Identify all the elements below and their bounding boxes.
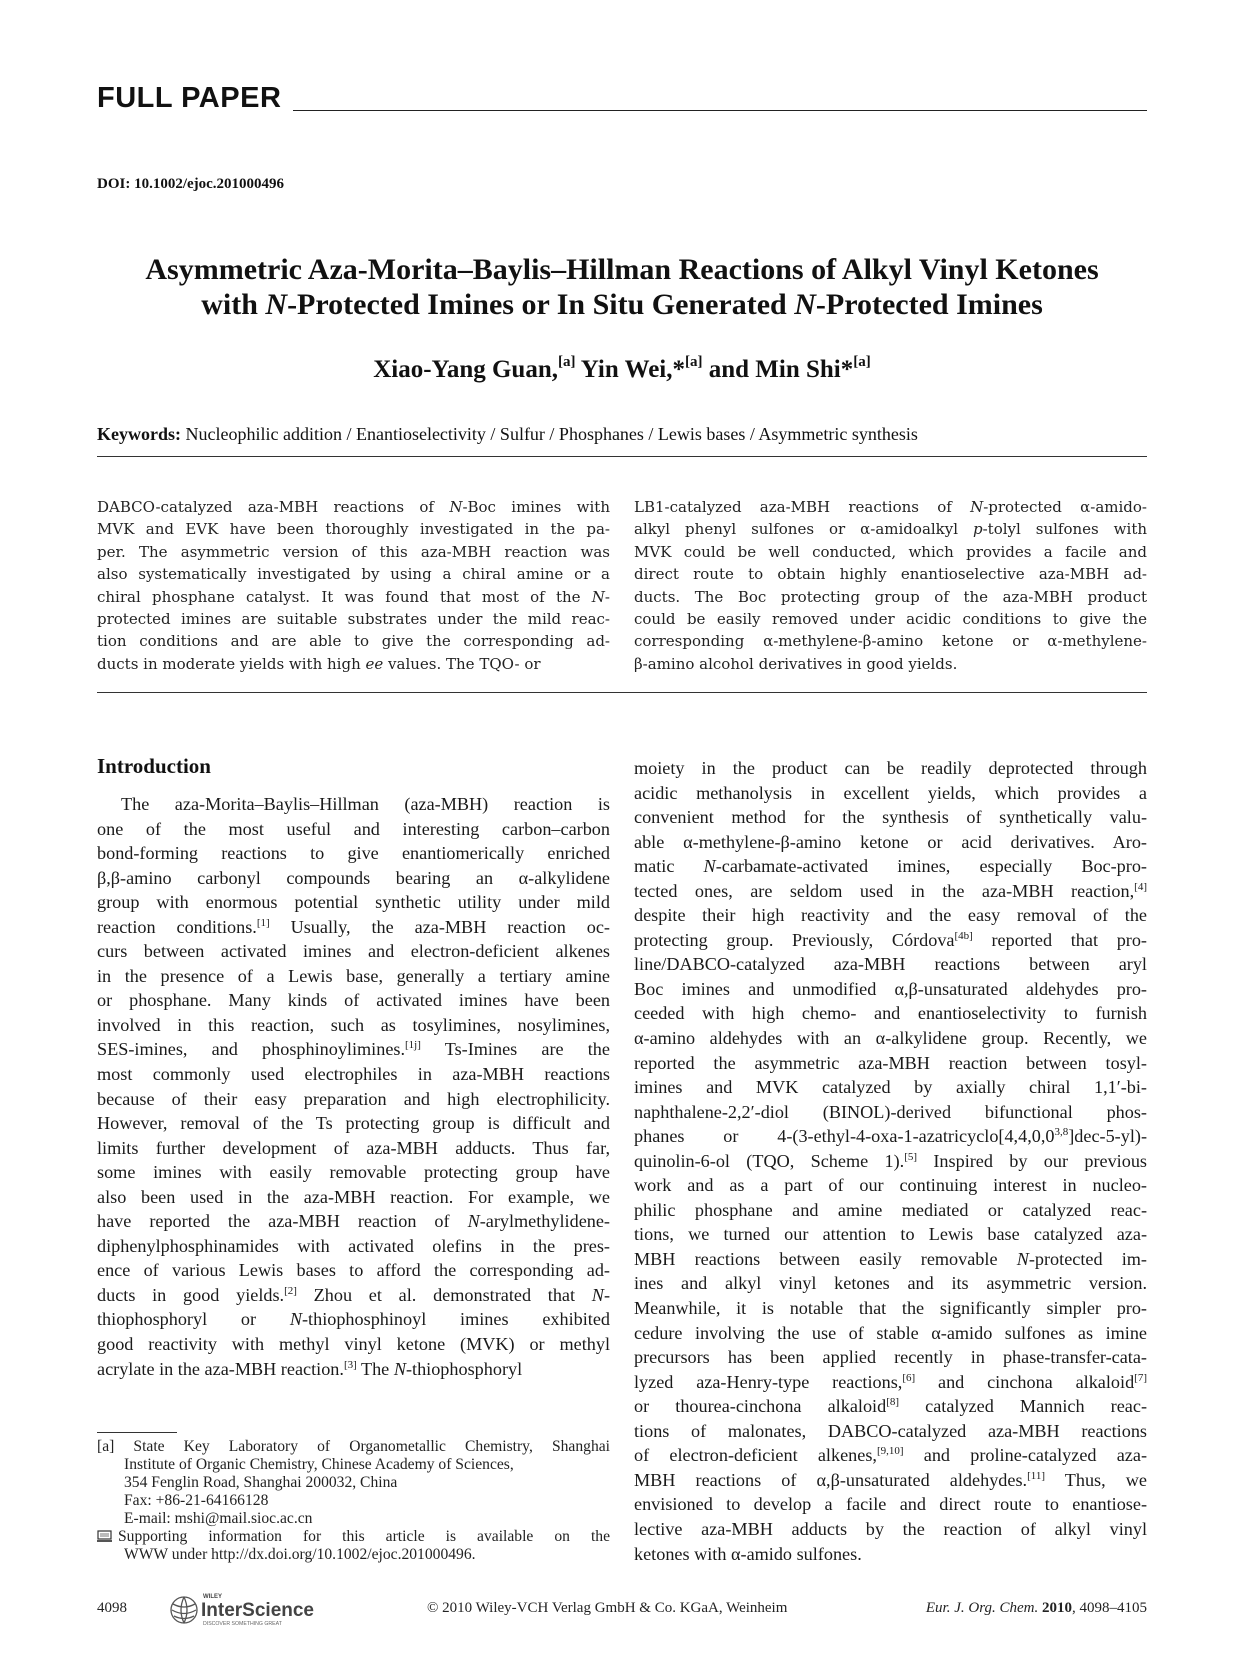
abstract-line: DABCO-catalyzed aza-MBH reactions of N-Boc imines with xyxy=(97,498,610,516)
title-line-2: with N-Protected Imines or In Situ Generated N-Protected Imines xyxy=(201,288,1043,321)
body-line: ence of various Lewis bases to afford the corresponding ad- xyxy=(97,1260,610,1281)
body-line: lective aza-MBH adducts by the reaction of alkyl vinyl xyxy=(634,1518,1147,1539)
footnote-line: Institute of Organic Chemistry, Chinese Academy of Sciences, xyxy=(124,1456,514,1473)
body-line: Meanwhile, it is notable that the significantly simpler pro- xyxy=(634,1298,1147,1319)
body-line: tions, we turned our attention to Lewis base catalyzed aza- xyxy=(634,1224,1147,1245)
body-line: able α-methylene-β-amino ketone or acid derivatives. Aro- xyxy=(634,831,1147,852)
copyright: © 2010 Wiley-VCH Verlag GmbH & Co. KGaA, Weinheim xyxy=(427,1600,788,1616)
author-wei: Yin Wei,* xyxy=(575,356,685,383)
body-line: diphenylphosphinamides with activated olefins in the pres- xyxy=(97,1235,610,1256)
section-label: FULL PAPER xyxy=(97,82,282,114)
body-line: in the presence of a Lewis base, generally a tertiary amine xyxy=(97,965,610,986)
body-line: have reported the aza-MBH reaction of N-arylmethylidene- xyxy=(97,1211,610,1232)
supporting-info-line: Supporting information for this article is available on the xyxy=(97,1528,610,1546)
body-line: reaction conditions.[1] Usually, the aza-MBH reaction oc- xyxy=(97,916,610,937)
body-line: involved in this reaction, such as tosylimines, nosylimines, xyxy=(97,1014,610,1035)
author-list xyxy=(97,356,1147,384)
body-line: β,β-amino carbonyl compounds bearing an α-alkylidene xyxy=(97,867,610,888)
footnote-line: 354 Fenglin Road, Shanghai 200032, China xyxy=(124,1474,398,1491)
body-line: ines and alkyl vinyl ketones and its asymmetric version. xyxy=(634,1273,1147,1294)
abstract-line: ducts. The Boc protecting group of the aza-MBH product xyxy=(634,587,1147,606)
body-line: tions of malonates, DABCO-catalyzed aza-MBH reactions xyxy=(634,1420,1147,1441)
body-line: curs between activated imines and electron-deficient alkenes xyxy=(97,941,610,962)
body-line: bond-forming reactions to give enantiomerically enriched xyxy=(97,843,610,864)
body-line: However, removal of the Ts protecting group is difficult and xyxy=(97,1113,610,1134)
affiliation-marker: [a] xyxy=(853,354,871,370)
supporting-info-url[interactable]: WWW under http://dx.doi.org/10.1002/ejoc.201000496. xyxy=(124,1546,476,1563)
body-line: work and as a part of our continuing interest in nucleo- xyxy=(634,1175,1147,1196)
introduction-left-column xyxy=(97,792,610,1381)
body-line: naphthalene-2,2′-diol (BINOL)-derived bifunctional phos- xyxy=(634,1101,1147,1122)
body-line: cedure involving the use of stable α-amido sulfones as imine xyxy=(634,1322,1147,1343)
keywords-label: Keywords: xyxy=(97,424,181,444)
body-line: or thourea-cinchona alkaloid[8] catalyzed Mannich reac- xyxy=(634,1396,1147,1417)
body-line: lyzed aza-Henry-type reactions,[6] and cinchona alkaloid[7] xyxy=(634,1371,1147,1392)
abstract-line: also systematically investigated by using a chiral amine or a xyxy=(97,565,610,584)
body-line: quinolin-6-ol (TQO, Scheme 1).[5] Inspired by our previous xyxy=(634,1150,1148,1171)
author-guan: Xiao-Yang Guan, xyxy=(373,356,558,383)
body-line: also been used in the aza-MBH reaction. For example, we xyxy=(97,1186,610,1207)
body-line: α-amino aldehydes with an α-alkylidene group. Recently, we xyxy=(634,1028,1147,1049)
abstract-line: could be easily removed under acidic conditions to give the xyxy=(634,610,1147,629)
body-line: one of the most useful and interesting carbon–carbon xyxy=(97,818,610,839)
body-line: thiophosphoryl or N-thiophosphinoyl imines exhibited xyxy=(97,1309,610,1330)
abstract-line: direct route to obtain highly enantioselective aza-MBH ad- xyxy=(634,565,1147,584)
introduction-right-column xyxy=(634,756,1147,1566)
body-line: acidic methanolysis in excellent yields, which provides a xyxy=(634,782,1147,803)
body-line: good reactivity with methyl vinyl ketone (MVK) or methyl xyxy=(97,1334,610,1355)
body-line: because of their easy preparation and high electrophilicity. xyxy=(97,1088,610,1109)
keywords xyxy=(97,424,1147,445)
footnote-email[interactable]: E-mail: mshi@mail.sioc.ac.cn xyxy=(124,1510,313,1527)
page-number: 4098 xyxy=(97,1600,127,1616)
body-line: some imines with easily removable protecting group have xyxy=(97,1162,610,1183)
body-line: convenient method for the synthesis of synthetically valu- xyxy=(634,807,1147,828)
abstract-left-column xyxy=(97,496,610,675)
body-line: philic phosphane and amine mediated or catalyzed reac- xyxy=(634,1199,1147,1220)
body-line: reported the asymmetric aza-MBH reaction between tosyl- xyxy=(634,1052,1147,1073)
footnote-rule xyxy=(97,1432,177,1433)
author-shi: and Min Shi* xyxy=(702,356,854,383)
body-line: envisioned to develop a facile and direct route to enantiose- xyxy=(634,1494,1147,1515)
abstract-line: ducts in moderate yields with high ee values. The TQO- or xyxy=(97,654,541,673)
page-header xyxy=(97,82,1147,116)
abstract-line: MVK and EVK have been thoroughly investigated in the pa- xyxy=(97,520,610,539)
body-line: The aza-Morita–Baylis–Hillman (aza-MBH) reaction is xyxy=(121,794,610,814)
body-line: line/DABCO-catalyzed aza-MBH reactions between aryl xyxy=(634,954,1147,975)
body-line: SES-imines, and phosphinoylimines.[1j] Ts-Imines are the xyxy=(97,1039,610,1060)
header-rule xyxy=(293,110,1147,111)
body-line: most commonly used electrophiles in aza-MBH reactions xyxy=(97,1064,610,1085)
affiliation-marker: [a] xyxy=(557,354,576,370)
body-line: ceeded with high chemo- and enantioselectivity to furnish xyxy=(634,1003,1147,1024)
computer-icon xyxy=(97,1530,112,1543)
abstract-line: chiral phosphane catalyst. It was found that most of the N- xyxy=(97,587,610,606)
article-title xyxy=(97,252,1147,322)
body-line: matic N-carbamate-activated imines, especially Boc-pro- xyxy=(634,856,1147,877)
abstract-line: protected imines are suitable substrates under the mild reac- xyxy=(97,610,610,629)
body-line: acrylate in the aza-MBH reaction.[3] The N-thiophosphoryl xyxy=(97,1358,523,1379)
body-line: or phosphane. Many kinds of activated imines have been xyxy=(97,990,610,1011)
footnote-line: Fax: +86-21-64166128 xyxy=(124,1492,269,1509)
body-line: tected ones, are seldom used in the aza-MBH reaction,[4] xyxy=(634,880,1147,901)
keywords-rule xyxy=(97,456,1147,457)
page-footer xyxy=(97,1590,1147,1630)
abstract-line: alkyl phenyl sulfones or α-amidoalkyl p-tolyl sulfones with xyxy=(634,520,1148,539)
abstract-line: β-amino alcohol derivatives in good yields. xyxy=(634,654,958,673)
abstract-right-column xyxy=(634,496,1147,675)
abstract-line: MVK could be well conducted, which provides a facile and xyxy=(634,542,1147,561)
body-line: imines and MVK catalyzed by axially chiral 1,1′-bi- xyxy=(634,1077,1147,1098)
abstract-line: corresponding α-methylene-β-amino ketone or α-methylene- xyxy=(634,632,1147,651)
svg-text:DISCOVER SOMETHING GREAT: DISCOVER SOMETHING GREAT xyxy=(203,1621,282,1627)
body-line: ducts in good yields.[2] Zhou et al. demonstrated that N- xyxy=(97,1284,610,1305)
abstract-line: LB1-catalyzed aza-MBH reactions of N-protected α-amido- xyxy=(634,498,1147,516)
interscience-logo xyxy=(167,1590,342,1628)
body-line: ketones with α-amido sulfones. xyxy=(634,1543,862,1564)
abstract-line: per. The asymmetric version of this aza-MBH reaction was xyxy=(97,542,610,561)
affiliation-footnote xyxy=(97,1438,610,1564)
abstract-line: tion conditions and are able to give the corresponding ad- xyxy=(97,632,610,651)
body-line: limits further development of aza-MBH adducts. Thus far, xyxy=(97,1137,610,1158)
body-line: of electron-deficient alkenes,[9,10] and proline-catalyzed aza- xyxy=(634,1445,1147,1466)
body-line: group with enormous potential synthetic utility under mild xyxy=(97,892,610,913)
title-line-1: Asymmetric Aza-Morita–Baylis–Hillman Reactions of Alkyl Vinyl Ketones xyxy=(145,253,1099,286)
section-heading-introduction: Introduction xyxy=(97,754,211,778)
body-line: MBH reactions between easily removable N-protected im- xyxy=(634,1248,1147,1269)
body-line: MBH reactions of α,β-unsaturated aldehydes.[11] Thus, we xyxy=(634,1469,1147,1490)
journal-citation: Eur. J. Org. Chem. 2010, 4098–4105 xyxy=(925,1600,1147,1616)
svg-text:InterScience: InterScience xyxy=(201,1600,314,1621)
footnote-line: [a] State Key Laboratory of Organometallic Chemistry, Shanghai xyxy=(97,1438,610,1455)
body-line: protecting group. Previously, Córdova[4b] reported that pro- xyxy=(634,929,1147,950)
svg-text:WILEY: WILEY xyxy=(203,1594,222,1600)
doi[interactable]: DOI: 10.1002/ejoc.201000496 xyxy=(97,176,285,192)
body-line: despite their high reactivity and the easy removal of the xyxy=(634,905,1147,926)
affiliation-marker: [a] xyxy=(685,354,703,370)
body-line: moiety in the product can be readily deprotected through xyxy=(634,758,1147,778)
keywords-text: Nucleophilic addition / Enantioselectivity / Sulfur / Phosphanes / Lewis bases / Asymmetric synthesis xyxy=(185,424,918,444)
abstract-rule xyxy=(97,692,1147,693)
body-line: Boc imines and unmodified α,β-unsaturated aldehydes pro- xyxy=(634,978,1147,999)
body-line: precursors has been applied recently in phase-transfer-cata- xyxy=(634,1347,1147,1368)
body-line: phanes or 4-(3-ethyl-4-oxa-1-azatricyclo[4,4,0,0$^{3,8}$]dec-5-yl)- xyxy=(634,1126,1147,1147)
